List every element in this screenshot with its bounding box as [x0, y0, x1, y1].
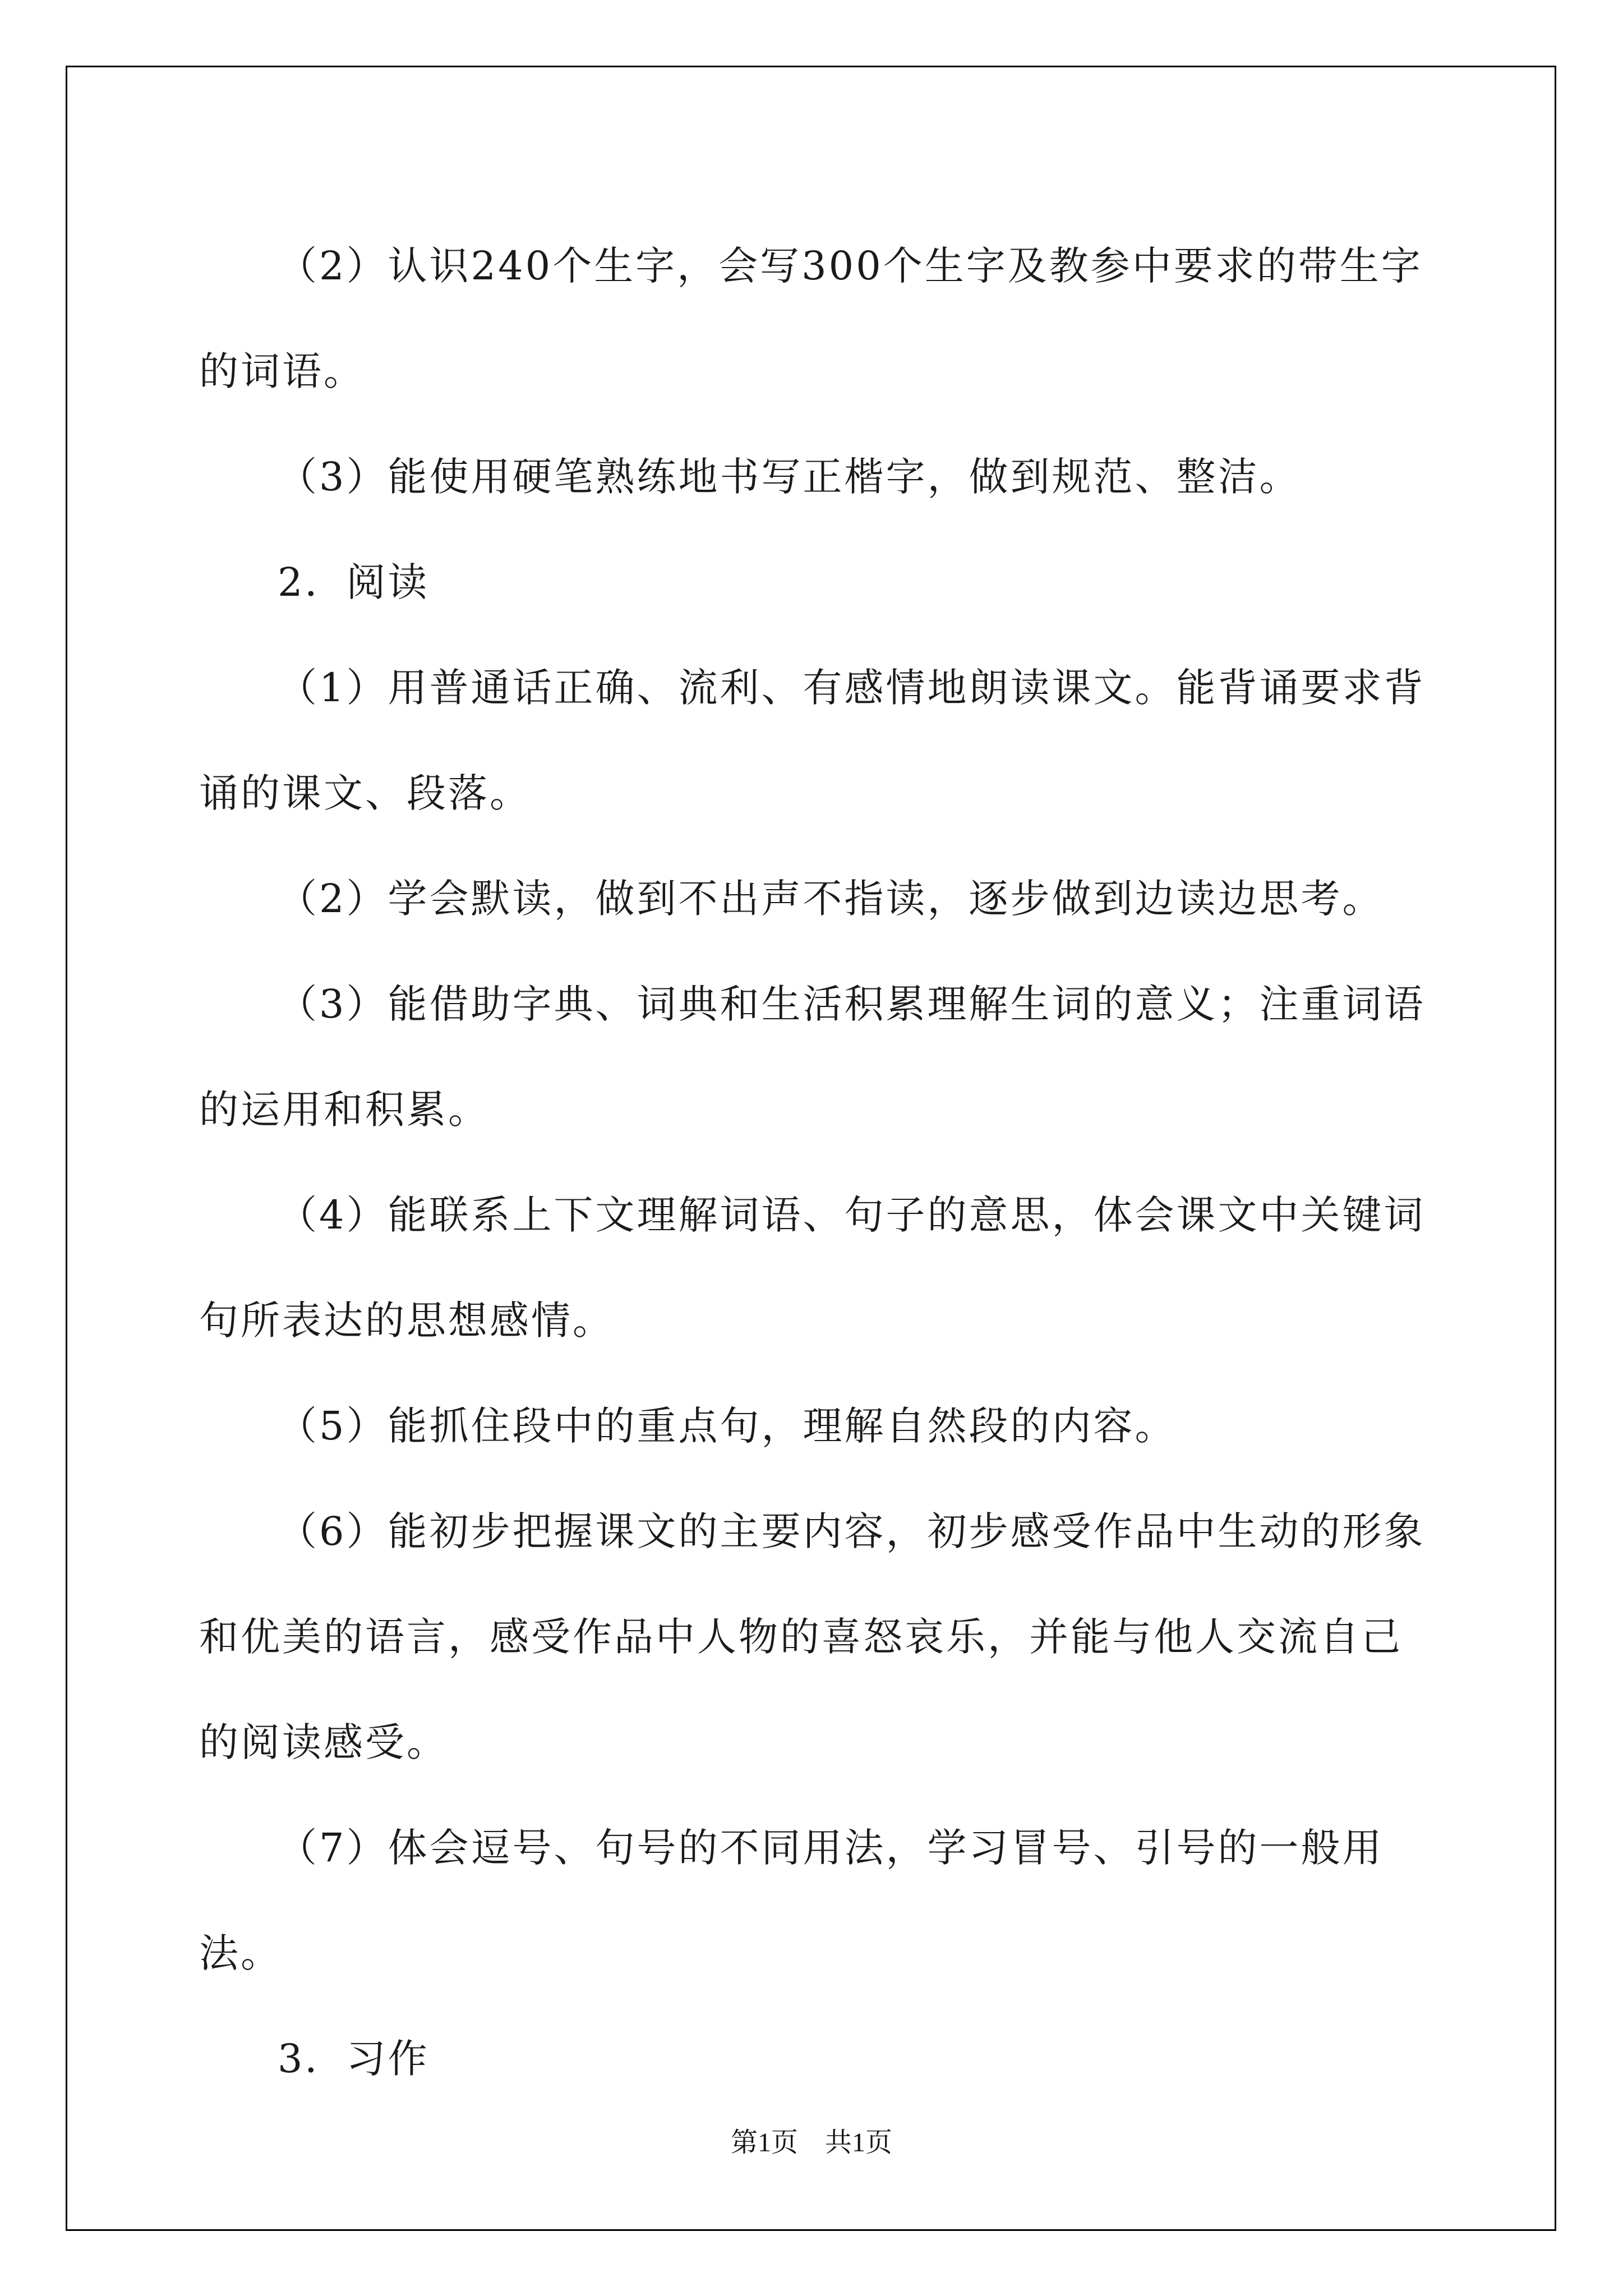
paragraph: （5）能抓住段中的重点句，理解自然段的内容。 [278, 1403, 1177, 1449]
section-heading: 2．阅读 [278, 559, 430, 605]
paragraph: （3）能使用硬笔熟练地书写正楷字，做到规范、整洁。 [278, 454, 1301, 500]
paragraph: （2）认识240个生字，会写300个生字及教参中要求的带生字的词语。 [199, 243, 1423, 394]
page-number: 第1页 [730, 2128, 798, 2157]
document-body [199, 213, 1427, 2111]
section-heading: 3．习作 [278, 2036, 430, 2082]
paragraph: （4）能联系上下文理解词语、句子的意思，体会课文中关键词句所表达的思想感情。 [199, 1192, 1426, 1343]
paragraph: （7）体会逗号、句号的不同用法，学习冒号、引号的一般用法。 [199, 1825, 1384, 1976]
page-total: 共1页 [825, 2128, 893, 2157]
paragraph: （1）用普通话正确、流利、有感情地朗读课文。能背诵要求背诵的课文、段落。 [199, 665, 1426, 816]
paragraph: （6）能初步把握课文的主要内容，初步感受作品中生动的形象和优美的语言，感受作品中人物的喜怒哀乐，并能与他人交流自己的阅读感受。 [199, 1508, 1426, 1765]
paragraph: （3）能借助字典、词典和生活积累理解生词的意义；注重词语的运用和积累。 [199, 981, 1426, 1133]
page-footer [0, 2120, 1623, 2159]
paragraph: （2）学会默读，做到不出声不指读，逐步做到边读边思考。 [278, 876, 1384, 922]
